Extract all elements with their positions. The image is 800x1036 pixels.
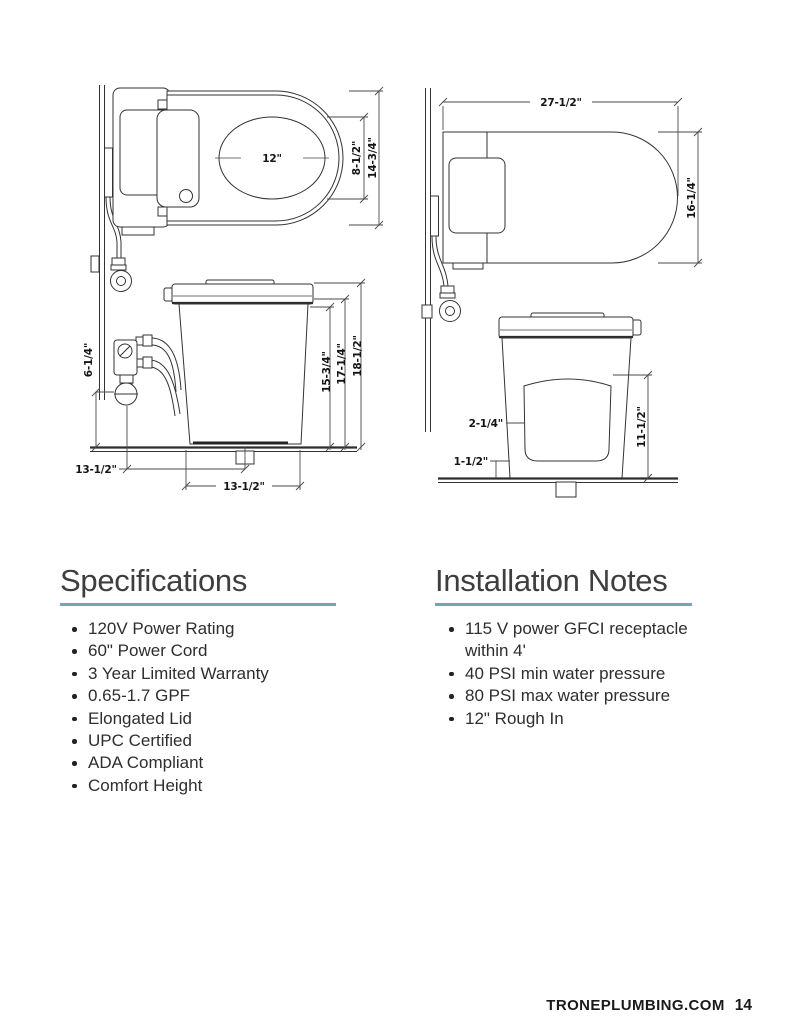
specifications-section	[60, 565, 360, 797]
dimension-label: 15-3/4"	[321, 351, 333, 393]
bullet-icon	[72, 717, 77, 722]
front-view-drawing	[438, 313, 678, 497]
dimension-label: 6-1/4"	[83, 342, 95, 378]
list-item	[435, 708, 727, 730]
specifications-title: Specifications	[60, 563, 248, 598]
list-item-text: 12" Rough In	[465, 708, 564, 728]
dimension-label: 13-1/2"	[223, 481, 265, 493]
list-item	[60, 640, 360, 662]
bullet-icon	[72, 784, 77, 789]
bullet-icon	[72, 694, 77, 699]
list-item-text: 3 Year Limited Warranty	[88, 663, 269, 683]
list-item-text: Comfort Height	[88, 775, 203, 795]
list-item	[435, 618, 727, 663]
list-item-text: UPC Certified	[88, 731, 192, 751]
bullet-icon	[449, 694, 454, 699]
list-item	[60, 708, 360, 730]
bullet-icon	[449, 717, 454, 722]
dimension-label: 18-1/2"	[352, 335, 364, 377]
list-item	[435, 685, 727, 707]
list-item	[435, 663, 727, 685]
dimension-label: 2-1/4"	[468, 418, 503, 430]
bullet-icon	[72, 739, 77, 744]
bullet-icon	[72, 761, 77, 766]
list-item	[60, 730, 360, 752]
side-view-drawing	[75, 279, 365, 493]
list-item-text: 80 PSI max water pressure	[465, 686, 671, 706]
list-item-text: 40 PSI min water pressure	[465, 663, 666, 683]
bullet-icon	[72, 672, 77, 677]
dimension-label: 27-1/2"	[540, 97, 582, 109]
list-item-text: 120V Power Rating	[88, 619, 235, 638]
dimension-label: 8-1/2"	[351, 140, 363, 176]
list-item-text: ADA Compliant	[88, 753, 204, 773]
list-item	[60, 775, 360, 797]
page-number: 14	[734, 997, 752, 1014]
section-underline	[435, 603, 692, 606]
dimension-label: 17-1/4"	[336, 343, 348, 385]
list-item	[60, 663, 360, 685]
list-item-text: Elongated Lid	[88, 708, 192, 728]
dimension-label: 13-1/2"	[75, 464, 117, 476]
dimension-label: 11-1/2"	[636, 406, 648, 448]
list-item-text: 0.65-1.7 GPF	[88, 686, 191, 706]
list-item-text: 115 V power GFCI receptacle within 4'	[465, 619, 688, 661]
bullet-icon	[72, 627, 77, 632]
bullet-icon	[72, 649, 77, 654]
list-item	[60, 752, 360, 774]
bullet-icon	[449, 627, 454, 632]
dimension-label: 16-1/4"	[686, 177, 698, 219]
installation-notes-title: Installation Notes	[435, 563, 668, 598]
bullet-icon	[449, 672, 454, 677]
installation-notes-list	[435, 618, 727, 730]
section-underline	[60, 603, 336, 606]
page-footer	[546, 997, 752, 1015]
list-item	[60, 618, 360, 640]
installation-notes-section	[435, 565, 727, 730]
dimension-label: 14-3/4"	[367, 137, 379, 179]
dimension-label: 12"	[262, 153, 282, 165]
list-item	[60, 685, 360, 707]
dimension-label: 1-1/2"	[453, 456, 488, 468]
website-url: TRONEPLUMBING.COM	[546, 997, 725, 1014]
list-item-text: 60" Power Cord	[88, 641, 208, 661]
specifications-list	[60, 618, 360, 797]
